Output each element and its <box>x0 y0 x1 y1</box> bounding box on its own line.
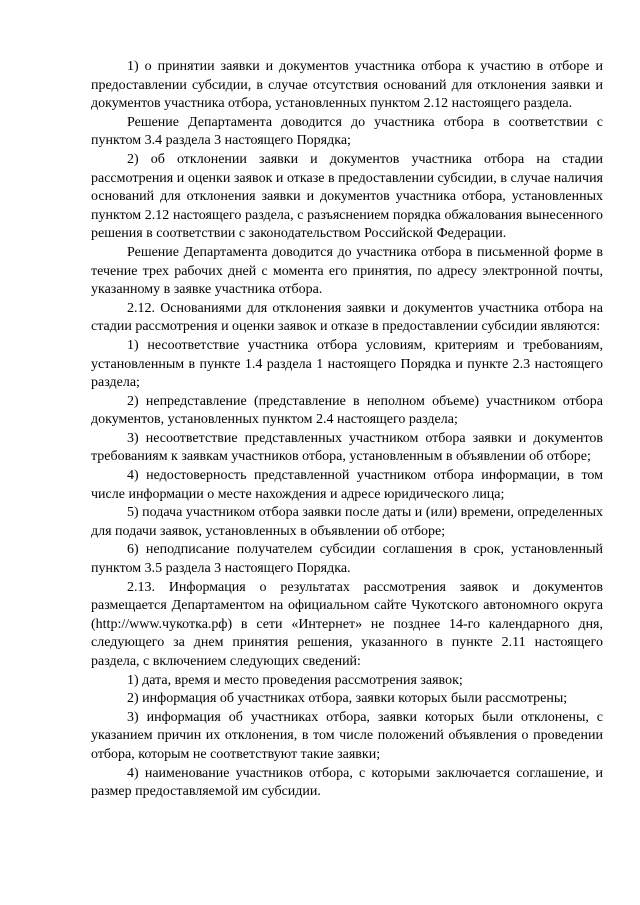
list-item-2-12-2: 2) непредставление (представление в неполном объеме) участником отбора документов, установленных пунктом 2.4 настоящего раздела; <box>91 393 603 428</box>
list-item-2-12-6: 6) неподписание получателем субсидии соглашения в срок, установленный пунктом 3.5 раздела 3 настоящего Порядка. <box>91 542 603 577</box>
list-item-2-13-1: 1) дата, время и место проведения рассмотрения заявок; <box>127 672 463 688</box>
paragraph-2-13: 2.13. Информация о результатах рассмотрения заявок и документов размещается Департаментом на официальном сайте Чукотского автономного округа (http://www.чукотка.рф) в сети «Интернет» не позднее 14-го календарного дня, следующего за днем принятия решения, указанного в пункте 2.11 настоящего раздела, с включением следующих сведений: <box>91 579 603 669</box>
list-item-2-12-3: 3) несоответствие представленных участником отбора заявки и документов требованиям к заявкам участников отбора, установленным в объявлении об отборе; <box>91 430 603 465</box>
paragraph-decision-reject: 2) об отклонении заявки и документов участника отбора на стадии рассмотрения и оценки заявок и отказе в предоставлении субсидии, в случае наличия оснований для отклонения заявки и документов участника отбора, установленных пунктом 2.12 настоящего раздела, с разъяснением порядка обжалования вынесенного решения в соответствии с законодательством Российской Федерации. <box>91 151 603 242</box>
paragraph-decision-notice: Решение Департамента доводится до участника отбора в соответствии с пунктом 3.4 раздела 3 настоящего Порядка; <box>91 114 603 149</box>
list-item-2-13-2: 2) информация об участниках отбора, заявки которых были рассмотрены; <box>127 691 568 707</box>
paragraph-2-12: 2.12. Основаниями для отклонения заявки и документов участника отбора на стадии рассмотрения и оценки заявок и отказе в предоставлении субсидии являются: <box>91 300 603 335</box>
paragraph-reject-notice: Решение Департамента доводится до участника отбора в письменной форме в течение трех рабочих дней с момента его принятия, по адресу электронной почты, указанному в заявке участника отбора. <box>91 244 603 298</box>
list-item-2-13-4: 4) наименование участников отбора, с которыми заключается соглашение, и размер предоставляемой им субсидии. <box>91 765 603 800</box>
list-item-2-12-4: 4) недостоверность представленной участником отбора информации, в том числе информации о месте нахождения и адресе юридического лица; <box>91 468 603 502</box>
document-page <box>91 58 603 802</box>
list-item-2-12-5: 5) подача участником отбора заявки после даты и (или) времени, определенных для подачи заявок, установленных в объявлении об отборе; <box>91 505 603 539</box>
paragraph-decision-accept: 1) о принятии заявки и документов участника отбора к участию в отборе и предоставлении субсидии, в случае отсутствия оснований для отклонения заявки и документов участника отбора, установленных пунктом 2.12 настоящего раздела. <box>91 59 603 112</box>
list-item-2-12-1: 1) несоответствие участника отбора условиям, критериям и требованиям, установленным в пункте 1.4 раздела 1 настоящего Порядка и пункте 2.3 настоящего раздела; <box>91 337 603 391</box>
list-item-2-13-3: 3) информация об участниках отбора, заявки которых были отклонены, с указанием причин их отклонения, в том числе положений объявления о проведении отбора, которым не соответствуют такие заявки; <box>91 709 603 762</box>
